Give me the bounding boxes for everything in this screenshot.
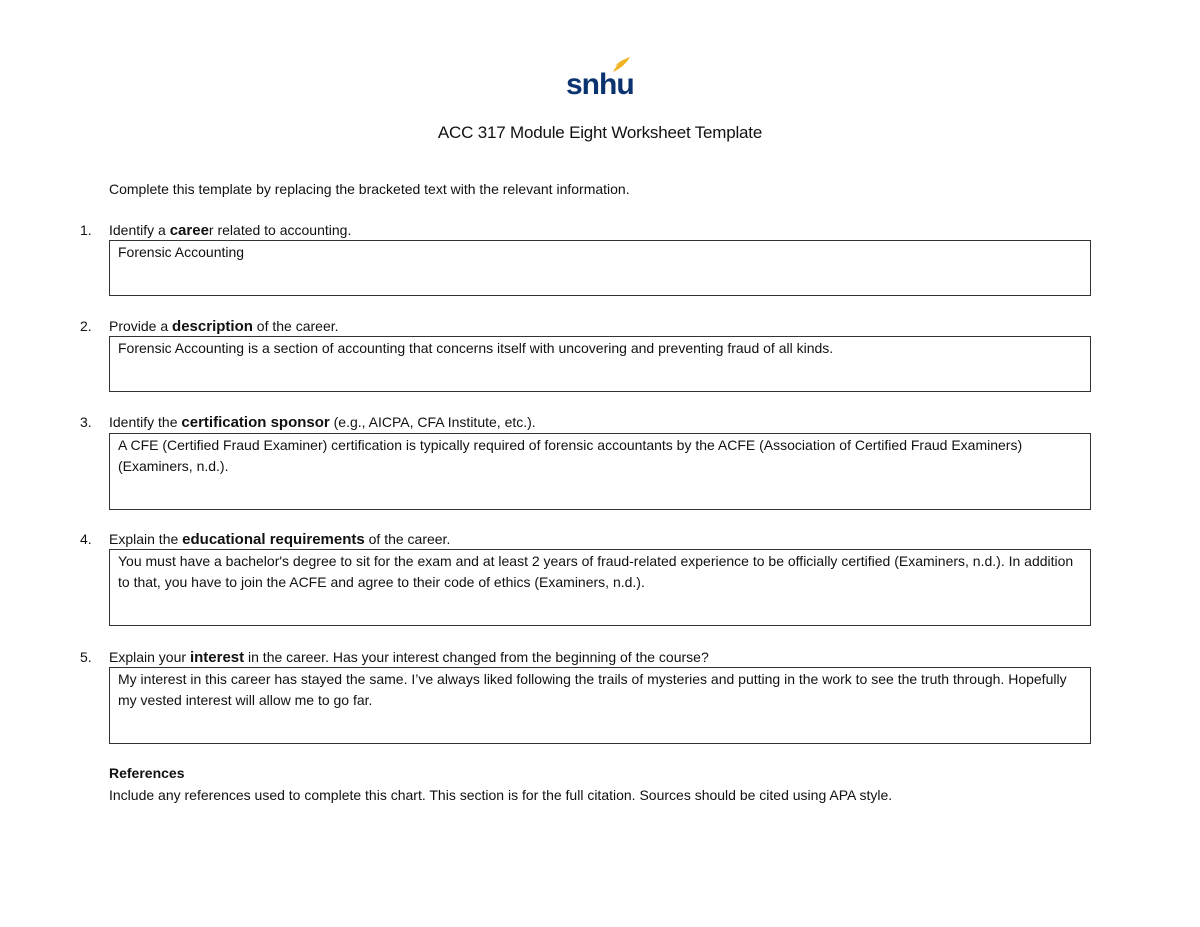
references-heading: References (109, 765, 185, 781)
question-keyword: educational requirements (182, 531, 365, 548)
question-prompt: Identify a career related to accounting. (109, 222, 352, 239)
answer-field-5[interactable]: My interest in this career has stayed the same. I’ve always liked following the trails of mysteries and putting in the work to see the truth through. Hopefully my vested interest will allow me to go far. (109, 667, 1091, 744)
question-keyword: certification sponsor (181, 414, 330, 431)
question-prompt: Provide a description of the career. (109, 318, 339, 335)
question-prompt: Identify the certification sponsor (e.g., AICPA, CFA Institute, etc.). (109, 414, 536, 431)
question-prompt: Explain the educational requirements of the career. (109, 531, 451, 548)
answer-field-2[interactable]: Forensic Accounting is a section of accounting that concerns itself with uncovering and preventing fraud of all kinds. (109, 336, 1091, 392)
snhu-logo (564, 56, 636, 106)
answer-field-1[interactable]: Forensic Accounting (109, 240, 1091, 296)
question-number: 2. (80, 318, 92, 334)
instruction-text: Complete this template by replacing the bracketed text with the relevant information. (109, 181, 630, 197)
question-number: 1. (80, 222, 92, 238)
logo-wordmark: snhu (566, 68, 634, 101)
references-instruction: Include any references used to complete this chart. This section is for the full citation. Sources should be cited using APA style. (109, 787, 893, 803)
question-number: 5. (80, 649, 92, 665)
question-keyword: interest (189, 649, 245, 666)
question-number: 4. (80, 531, 92, 547)
page-title: ACC 317 Module Eight Worksheet Template (437, 123, 763, 142)
answer-field-3[interactable]: A CFE (Certified Fraud Examiner) certification is typically required of forensic accountants by the ACFE (Association of Certified Fraud Examiners) (Examiners, n.d.). (109, 433, 1091, 510)
question-number: 3. (80, 414, 92, 430)
question-keyword: description (172, 318, 253, 335)
answer-field-4[interactable]: You must have a bachelor's degree to sit for the exam and at least 2 years of fraud-related experience to be officially certified (Examiners, n.d.). In addition to that, you have to join the ACFE and agree to their code of ethics (Examiners, n.d.). (109, 549, 1091, 626)
question-prompt: Explain your interest in the career. Has your interest changed from the beginning of the course? (109, 649, 709, 666)
question-keyword: caree (169, 222, 209, 239)
